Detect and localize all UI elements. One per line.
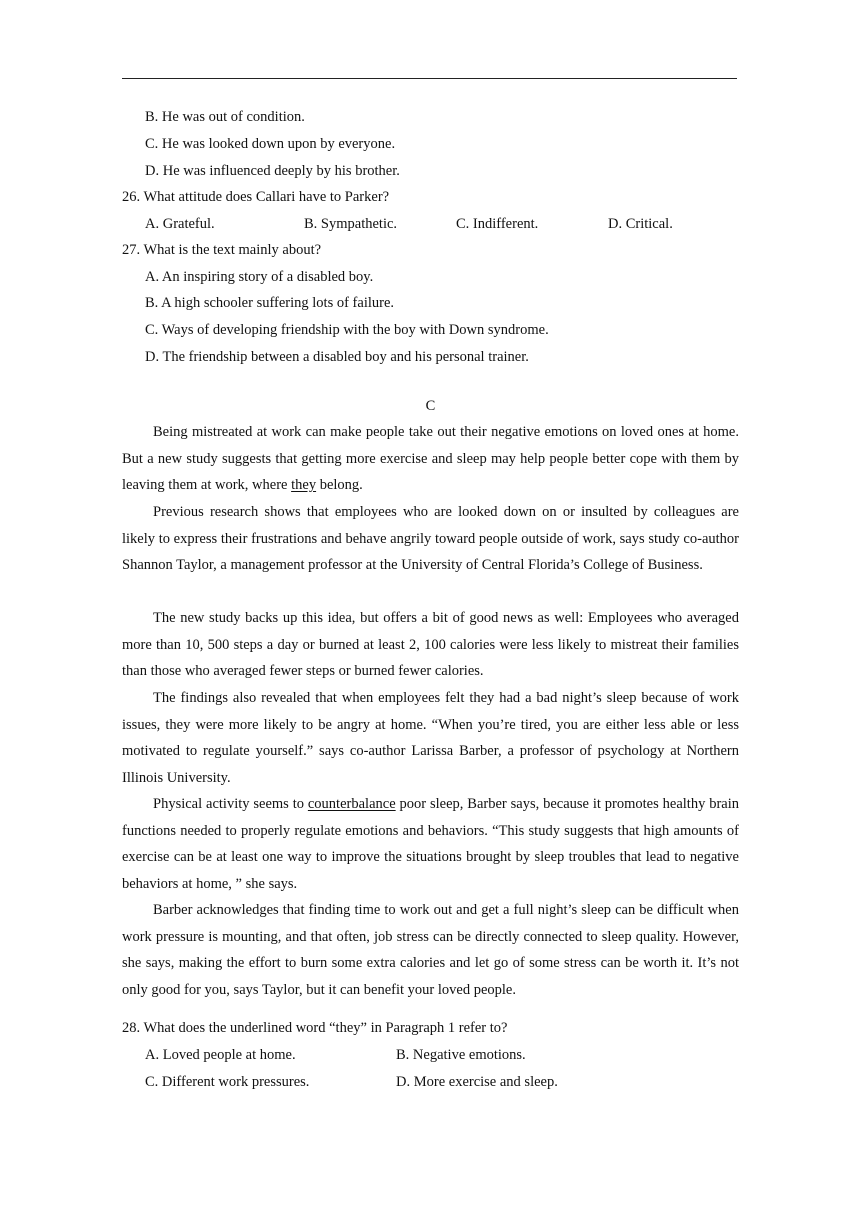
underlined-word-counterbalance: counterbalance [307,796,396,812]
q27-option-d: D. The friendship between a disabled boy and his personal trainer. [145,349,529,365]
paragraph-2: Previous research shows that employees who are looked down on or insulted by colleagues are likely to express their frustrations and behave angrily toward people outside of work, says study co-author Shannon Taylor, a management professor at the University of Central Florida’s College of Business. [122,504,739,574]
q26-option-d: D. Critical. [608,216,673,232]
q28-option-d: D. More exercise and sleep. [396,1074,558,1090]
q25-option-b: B. He was out of condition. [145,109,305,125]
q26-option-a: A. Grateful. [145,216,215,232]
q27-option-a: A. An inspiring story of a disabled boy. [145,269,374,285]
q27-option-b: B. A high schooler suffering lots of failure. [145,295,395,311]
q26-option-c: C. Indifferent. [456,216,539,232]
q28-option-c: C. Different work pressures. [145,1074,310,1090]
q28-option-a: A. Loved people at home. [145,1047,296,1063]
paragraph-6: Barber acknowledges that finding time to work out and get a full night’s sleep can be difficult when work pressure is mounting, and that often, job stress can be directly connected to sleep quality. However, she says, making the effort to burn some extra calories and let go of some stress can be worth it. It’s not only good for you, says Taylor, but it can benefit your loved people. [122,902,739,998]
q25-option-c: C. He was looked down upon by everyone. [145,136,396,152]
q26-option-b: B. Sympathetic. [304,216,398,232]
paragraph-3: The new study backs up this idea, but offers a bit of good news as well: Employees who averaged more than 10, 500 steps a day or burned at least 2, 100 calories were less likely to mistreat their families than those who averaged fewer steps or burned fewer calories. [122,610,739,680]
underlined-word-they: they [291,477,317,494]
header-rule [122,78,737,79]
q28-option-b: B. Negative emotions. [396,1047,526,1063]
paragraph-4: The findings also revealed that when employees felt they had a bad night’s sleep because of work issues, they were more likely to be angry at home. “When you’re tired, you are either less able or less motivated to regulate yourself.” says co-author Larissa Barber, a professor of psychology at Northern Illinois University. [122,690,739,786]
q26-stem: 26. What attitude does Callari have to Parker? [122,189,390,205]
q25-option-d: D. He was influenced deeply by his brother. [145,163,400,179]
paragraph-5: Physical activity seems to counterbalance poor sleep, Barber says, because it promotes healthy brain functions needed to properly regulate emotions and behaviors. “This study suggests that high amounts of exercise can be at least one way to improve the situations brought by sleep troubles that lead to negative behaviors at home, ” she says. [122,796,739,892]
paragraph-1: Being mistreated at work can make people take out their negative emotions on loved ones at home. But a new study suggests that getting more exercise and sleep may help people better cope with them by leaving them at work, where they belong. [122,424,739,494]
q28-stem: 28. What does the underlined word “they” in Paragraph 1 refer to? [122,1020,508,1036]
section-label: C [425,398,436,414]
q27-option-c: C. Ways of developing friendship with the boy with Down syndrome. [145,322,549,338]
q27-stem: 27. What is the text mainly about? [122,242,322,258]
